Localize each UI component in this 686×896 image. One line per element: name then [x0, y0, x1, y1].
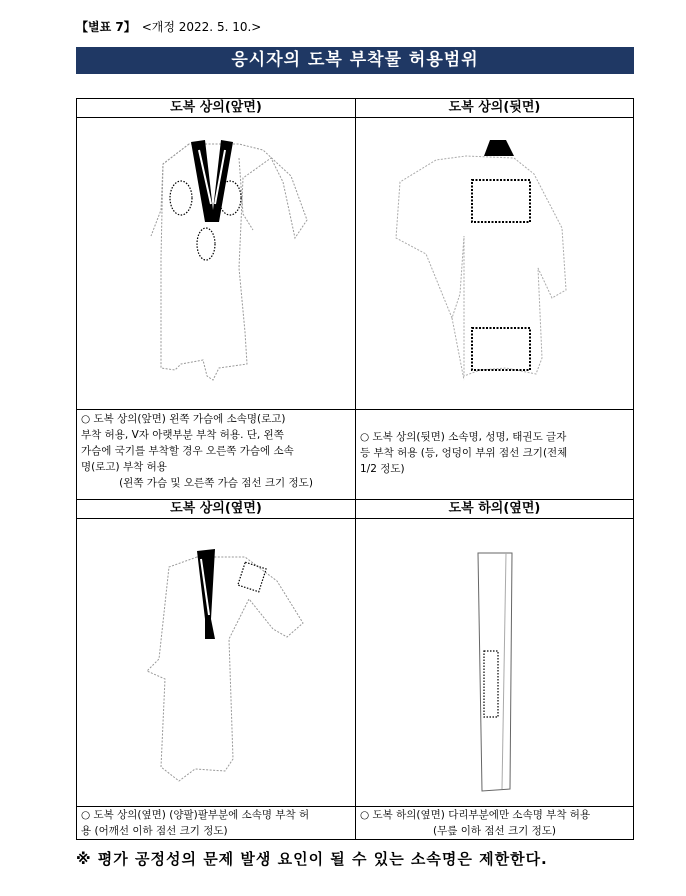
header-line: [76, 18, 261, 35]
desc-note: (왼쪽 가슴 및 오른쪽 가슴 점선 크기 정도): [119, 477, 313, 489]
desc-note: (무릎 이하 점선 크기 정도): [433, 825, 556, 837]
desc-separator: [77, 409, 633, 410]
desc-line: ○ 도복 하의(옆면) 다리부분에만 소속명 부착 허용: [360, 809, 591, 821]
desc-line: 명(로고) 부착 허용: [81, 461, 167, 473]
desc-line: 1/2 정도): [360, 463, 405, 475]
back-upper-patch: [472, 180, 530, 222]
footer-note: ※ 평가 공정성의 문제 발생 요인이 될 수 있는 소속명은 제한한다.: [76, 850, 548, 868]
uniform-side-figure: [77, 519, 355, 806]
desc-line: 부착 허용, V자 아랫부분 부착 허용. 단, 왼쪽: [81, 429, 284, 441]
sleeve-patch: [238, 562, 266, 592]
desc-line: ○ 도복 상의(옆면) (양팔)팔부분에 소속명 부착 허: [81, 809, 310, 821]
table-number: 【별표 7】: [76, 20, 136, 34]
heading-back: 도복 상의(뒷면): [356, 99, 633, 118]
revision-date: <개정 2022. 5. 10.>: [141, 20, 262, 34]
knee-patch: [484, 651, 498, 717]
desc-line: ○ 도복 상의(뒷면) 소속명, 성명, 태권도 글자: [360, 431, 567, 443]
desc-line: 가슴에 국기를 부착할 경우 오른쪽 가슴에 소속: [81, 445, 294, 457]
desc-line: ○ 도복 상의(앞면) 왼쪽 가슴에 소속명(로고): [81, 413, 286, 425]
back-lower-patch: [472, 328, 530, 370]
desc-back: [356, 429, 633, 477]
collar: [191, 140, 233, 222]
desc-line: 등 부착 허용 (등, 엉덩이 부위 점선 크기(전체: [360, 447, 568, 459]
uniform-back-figure: [356, 118, 633, 409]
v-bottom-patch: [197, 228, 215, 260]
desc-front: [77, 411, 355, 491]
page-title: 응시자의 도복 부착물 허용범위: [76, 47, 634, 74]
heading-front: 도복 상의(앞면): [77, 99, 355, 118]
desc-side: [77, 807, 355, 839]
uniform-front-figure: [77, 118, 355, 409]
heading-pants: 도복 하의(옆면): [356, 500, 633, 519]
desc-line: 용 (어깨선 이하 점선 크기 정도): [81, 825, 228, 837]
attachment-table: [76, 98, 634, 840]
back-collar: [484, 140, 514, 156]
pants-side-figure: [356, 519, 633, 806]
left-chest-patch: [170, 181, 192, 215]
heading-side: 도복 상의(옆면): [77, 500, 355, 519]
desc-pants: [356, 807, 633, 839]
